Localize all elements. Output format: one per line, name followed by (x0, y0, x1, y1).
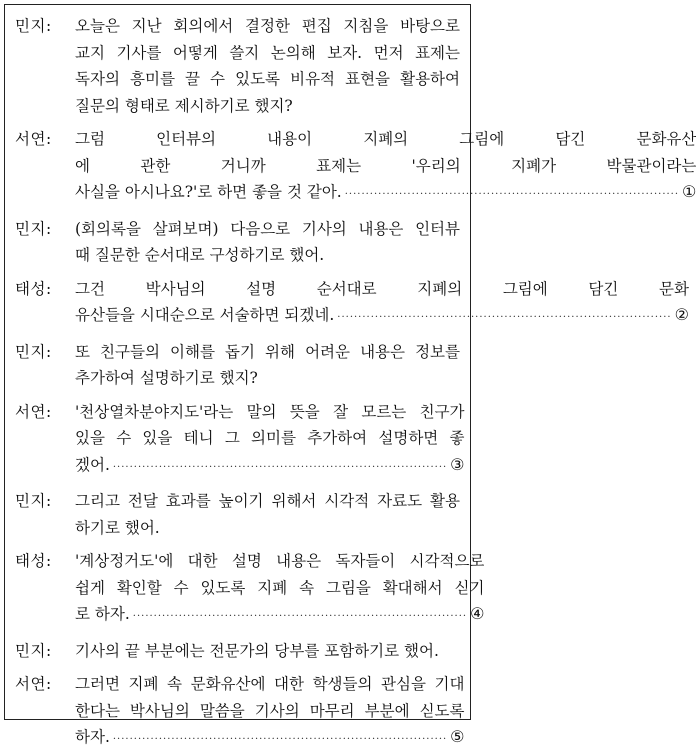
speech-line: 그리고 전달 효과를 높이기 위해서 시각적 자료도 활용 (75, 492, 460, 510)
dialogue-turn (15, 638, 460, 665)
speaker-name: 태성: (15, 279, 52, 298)
speech-line-text: 겠어. (75, 455, 110, 474)
dialogue-turn (15, 548, 485, 631)
speech-text (75, 13, 460, 119)
dialogue-turn (15, 339, 460, 392)
circled-number-marker: ② (674, 305, 689, 324)
dialogue-turn (15, 126, 696, 209)
speech-line-text: 사실을 아시나요?'로 하면 좋을 것 같아. (75, 183, 342, 201)
speech-line: 있을 수 있을 테니 그 의미를 추가하여 설명하면 좋 (75, 429, 465, 447)
dot-leader: ················································································ (337, 312, 672, 323)
dialogue-turn (15, 488, 460, 541)
speech-text (75, 126, 696, 209)
speech-line: 독자의 흥미를 끌 수 있도록 비유적 표현을 활용하여 (75, 70, 460, 88)
speech-text (75, 276, 689, 332)
speech-line: 때 질문한 순서대로 구성하기로 했어. (75, 246, 325, 264)
dot-leader: ················································································ (132, 611, 468, 622)
speaker-name: 서연: (15, 130, 52, 148)
speech-line (75, 302, 689, 332)
speech-line: 또 친구들의 이해를 돕기 위해 어려운 내용은 정보를 (75, 342, 460, 361)
speech-line: (회의록을 살펴보며) 다음으로 기사의 내용은 인터뷰 (75, 219, 460, 238)
speech-line: 오늘은 지난 회의에서 결정한 편집 지침을 바탕으로 (75, 17, 460, 35)
circled-number-marker: ⑤ (450, 727, 465, 746)
speaker-name: 민지: (15, 342, 52, 361)
dialogue-turn (15, 216, 460, 269)
speech-line (75, 452, 465, 482)
speech-line: '천상열차분야지도'라는 말의 뜻을 잘 모르는 친구가 (75, 402, 465, 421)
speaker-name: 태성: (15, 552, 52, 570)
speech-text (75, 548, 484, 631)
dot-leader: ················································································ (112, 461, 448, 473)
speech-line (75, 179, 696, 209)
speaker-name: 민지: (15, 17, 52, 35)
speech-line: 쉽게 확인할 수 있도록 지폐 속 그림을 확대해서 싣기 (75, 578, 485, 597)
speech-text (75, 216, 460, 269)
dot-leader: ················································································ (344, 189, 680, 200)
speech-line: 하기로 했어. (75, 518, 160, 537)
speech-text (75, 399, 465, 482)
speech-line: 교지 기사를 어떻게 쓸지 논의해 보자. 먼저 표제는 (75, 43, 460, 62)
speech-line (75, 724, 465, 754)
speech-line-text: 하자. (75, 728, 110, 746)
circled-number-marker: ④ (470, 604, 485, 623)
speech-text (75, 488, 460, 541)
speech-text (75, 671, 465, 754)
speech-line: 그럼 인터뷰의 내용이 지폐의 그림에 담긴 문화유산 (75, 130, 696, 148)
speaker-name: 서연: (15, 402, 52, 421)
speaker-name: 민지: (15, 641, 52, 660)
dialogue-turn (15, 399, 465, 482)
speech-line: 질문의 형태로 제시하기로 했지? (75, 96, 293, 115)
dot-leader: ················································································ (112, 734, 448, 745)
dialogue-turn (15, 276, 689, 332)
speech-text (75, 339, 460, 392)
dialogue-turn (15, 671, 465, 754)
circled-number-marker: ① (682, 182, 696, 201)
speech-text (75, 638, 460, 665)
speech-line: 에 관한 거니까 표제는 '우리의 지폐가 박물관이라는 (75, 156, 696, 175)
dialogue-turn (15, 13, 460, 119)
speech-line: 추가하여 설명하기로 했지? (75, 369, 258, 387)
speech-line-text: 로 하자. (75, 605, 130, 623)
speech-line: 한다는 박사님의 말씀을 기사의 마무리 부분에 싣도록 (75, 701, 465, 720)
speech-line: 그건 박사님의 설명 순서대로 지폐의 그림에 담긴 문화 (75, 279, 689, 298)
speech-line-text: 유산들을 시대순으로 서술하면 되겠네. (75, 306, 335, 324)
speech-line: 그러면 지폐 속 문화유산에 대한 학생들의 관심을 기대 (75, 675, 465, 693)
dialogue-box (4, 4, 696, 746)
speaker-name: 서연: (15, 675, 52, 693)
speaker-name: 민지: (15, 492, 52, 510)
speech-line (75, 601, 484, 631)
circled-number-marker: ③ (450, 454, 465, 474)
speech-line: 기사의 끝 부분에는 전문가의 당부를 포함하기로 했어. (75, 641, 439, 660)
speaker-name: 민지: (15, 219, 52, 238)
speech-line: '계상정거도'에 대한 설명 내용은 독자들이 시각적으로 (75, 552, 485, 570)
